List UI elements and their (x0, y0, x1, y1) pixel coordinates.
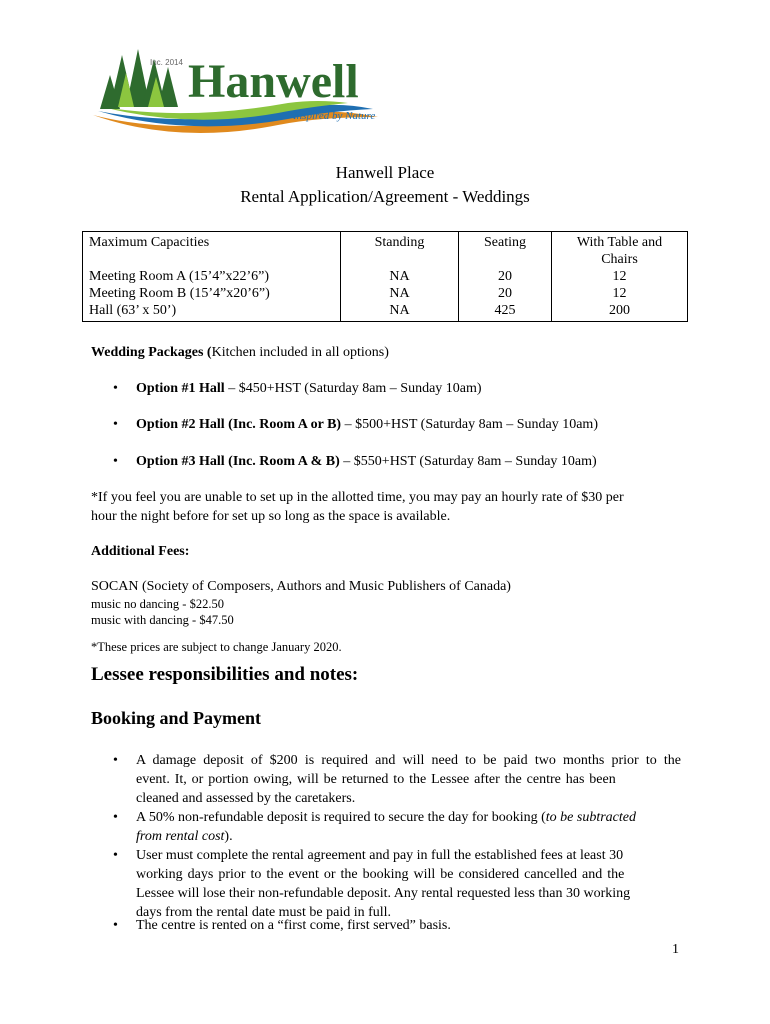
agreement-line: days from the rental date must be paid in full. (136, 905, 392, 920)
setup-note-line2: hour the night before for set up so long as the space is available. (91, 509, 451, 524)
bullet-icon: • (113, 381, 118, 396)
price-change-note: *These prices are subject to change January 2020. (91, 640, 342, 654)
agreement-line: Lessee will lose their non-refundable deposit. Any rental requested less than 30 working (136, 886, 631, 901)
table-cell: Meeting Room B (15’4”x20’6”) (89, 286, 270, 301)
setup-note-line1: *If you feel you are unable to set up in the allotted time, you may pay an hourly rate of $30 per (91, 490, 624, 505)
bullet-icon: • (113, 454, 118, 469)
agreement-line: working days prior to the event or the booking will be considered cancelled and the (136, 867, 625, 882)
table-cell: NA (341, 302, 459, 322)
table-cell: Standing (341, 232, 459, 269)
table-cell: 12 (552, 268, 688, 285)
responsibilities-heading: Lessee responsibilities and notes: (91, 664, 359, 685)
nonrefundable-italic: to be subtracted (545, 810, 636, 825)
bullet-icon: • (113, 810, 118, 825)
page-title: Hanwell Place (335, 163, 435, 182)
option-detail: – $450+HST (Saturday 8am – Sunday 10am) (224, 381, 482, 396)
logo-wordmark: Hanwell (188, 55, 359, 108)
page-subtitle: Rental Application/Agreement - Weddings (240, 187, 530, 206)
table-cell: 12 (552, 285, 688, 302)
table-cell: 20 (459, 285, 552, 302)
table-header-row (83, 232, 688, 269)
hanwell-logo (88, 45, 388, 135)
bullet-icon: • (113, 918, 118, 933)
table-cell: Maximum Capacities (89, 235, 210, 250)
bullet-icon: • (113, 848, 118, 863)
packages-heading-rest: Kitchen included in all options) (211, 345, 389, 360)
table-cell: Seating (459, 232, 552, 269)
socan-line: SOCAN (Society of Composers, Authors and Music Publishers of Canada) (91, 579, 511, 594)
option-detail: – $500+HST (Saturday 8am – Sunday 10am) (341, 417, 598, 432)
fee-with-dancing: music with dancing - $47.50 (91, 613, 234, 627)
table-row (83, 302, 688, 322)
table-row (83, 268, 688, 285)
booking-payment-heading: Booking and Payment (91, 708, 262, 728)
page-number: 1 (672, 942, 679, 957)
table-cell: 425 (459, 302, 552, 322)
option-title: Option #2 Hall (Inc. Room A or B) (136, 417, 342, 432)
table-cell: With Table and Chairs (552, 232, 688, 269)
logo-inc: Inc. 2014 (150, 58, 183, 67)
fee-no-dancing: music no dancing - $22.50 (91, 597, 224, 611)
bullet-icon: • (113, 753, 118, 768)
capacities-table (82, 231, 688, 322)
table-cell: 20 (459, 268, 552, 285)
nonrefundable-italic: from rental cost (136, 829, 225, 844)
deposit-line: event. It, or portion owing, will be returned to the Lessee after the centre has been (136, 772, 616, 787)
fees-heading: Additional Fees: (91, 544, 190, 559)
bullet-icon: • (113, 417, 118, 432)
table-cell: NA (341, 268, 459, 285)
table-cell: NA (341, 285, 459, 302)
nonrefundable-line: A 50% non-refundable deposit is required to secure the day for booking ( (136, 810, 546, 825)
first-come-line: The centre is rented on a “first come, first served” basis. (136, 918, 451, 933)
logo-tagline: Inspired by Nature (293, 110, 376, 122)
table-cell: 200 (552, 302, 688, 322)
option-detail: – $550+HST (Saturday 8am – Sunday 10am) (339, 454, 597, 469)
table-cell: Meeting Room A (15’4”x22’6”) (89, 269, 270, 284)
option-title: Option #3 Hall (Inc. Room A & B) (136, 454, 340, 469)
packages-heading (91, 343, 389, 362)
agreement-line: User must complete the rental agreement and pay in full the established fees at least 30 (136, 848, 624, 863)
nonrefundable-end: ). (224, 829, 233, 844)
deposit-line: A damage deposit of $200 is required and will need to be paid two months prior to the (136, 753, 681, 768)
table-row (83, 285, 688, 302)
deposit-line: cleaned and assessed by the caretakers. (136, 791, 356, 806)
packages-heading-bold: Wedding Packages ( (91, 345, 212, 360)
option-title: Option #1 Hall (136, 381, 225, 396)
table-cell: Hall (63’ x 50’) (89, 303, 177, 318)
